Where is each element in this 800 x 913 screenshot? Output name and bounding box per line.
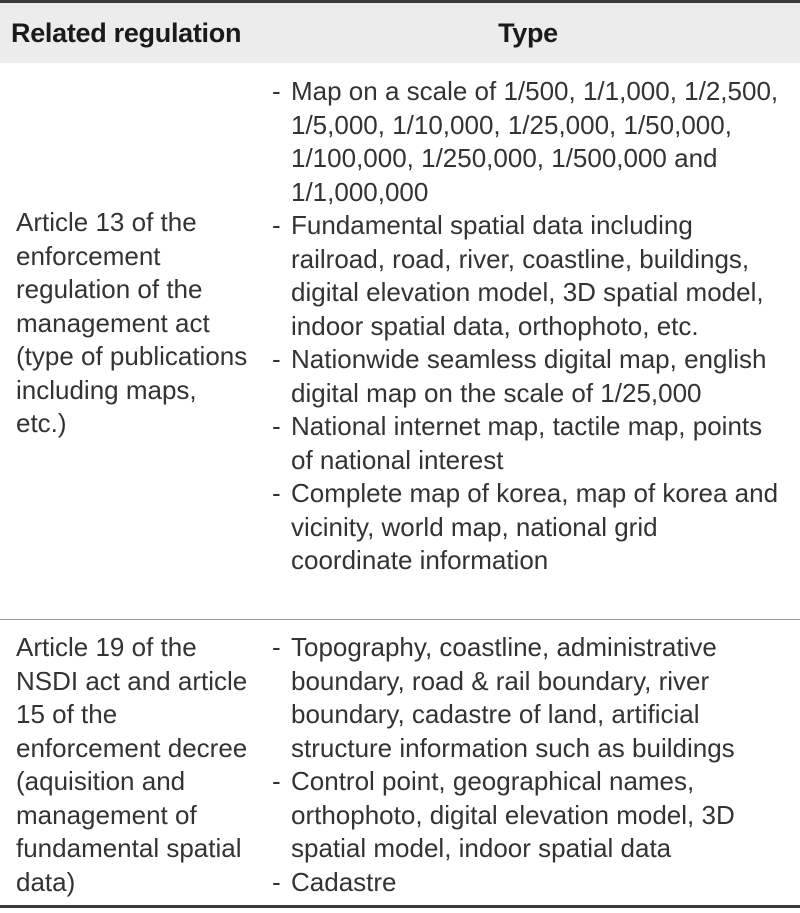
list-item-text: Topography, coastline, administrative boundary, road & rail boundary, river boundary, cadastre of land, artificial structure information such as buildings — [291, 632, 735, 763]
list-item-text: National internet map, tactile map, points of national interest — [291, 411, 763, 475]
type-list — [271, 631, 786, 899]
header-related-regulation: Related regulation — [11, 18, 242, 48]
list-item — [271, 209, 786, 343]
table-bottom-rule — [0, 905, 800, 908]
list-item — [271, 343, 786, 410]
bullet-dash: - — [272, 478, 281, 508]
list-item — [271, 765, 786, 866]
list-item-text: Fundamental spatial data including railroad, road, river, coastline, buildings, digital elevation model, 3D spatial model, indoor spatial data, orthophoto, etc. — [291, 210, 764, 341]
list-item-text: Control point, geographical names, orthophoto, digital elevation model, 3D spatial model, indoor spatial data — [291, 766, 735, 863]
header-type: Type — [498, 18, 558, 48]
list-item — [271, 75, 786, 209]
type-cell — [271, 631, 786, 899]
bullet-dash: - — [272, 210, 281, 240]
list-item-text: Map on a scale of 1/500, 1/1,000, 1/2,500, 1/5,000, 1/10,000, 1/25,000, 1/50,000, 1/100,000, 1/250,000, 1/500,000 and 1/1,000,000 — [291, 76, 779, 207]
bullet-dash: - — [272, 344, 281, 374]
bullet-dash: - — [272, 76, 281, 106]
list-item — [271, 477, 786, 578]
type-list — [271, 75, 786, 578]
list-item-text: Cadastre — [291, 866, 397, 897]
list-item — [271, 866, 786, 900]
list-item-text: Nationwide seamless digital map, english digital map on the scale of 1/25,000 — [291, 344, 767, 408]
bullet-dash: - — [272, 411, 281, 441]
list-item — [271, 410, 786, 477]
table-row — [0, 63, 800, 617]
bullet-dash: - — [272, 866, 281, 897]
list-item — [271, 631, 786, 765]
regulation-cell: Article 13 of the enforcement regulation of the management act (type of publications including maps, etc.) — [16, 207, 248, 438]
table-header — [0, 3, 800, 63]
table-row — [0, 618, 800, 910]
bullet-dash: - — [272, 766, 281, 796]
list-item-text: Complete map of korea, map of korea and vicinity, world map, national grid coordinate information — [291, 478, 779, 575]
type-cell — [271, 75, 786, 578]
regulation-cell: Article 19 of the NSDI act and article 15 of the enforcement decree (aquisition and management of fundamental spatial data) — [16, 632, 248, 897]
bullet-dash: - — [272, 632, 281, 662]
